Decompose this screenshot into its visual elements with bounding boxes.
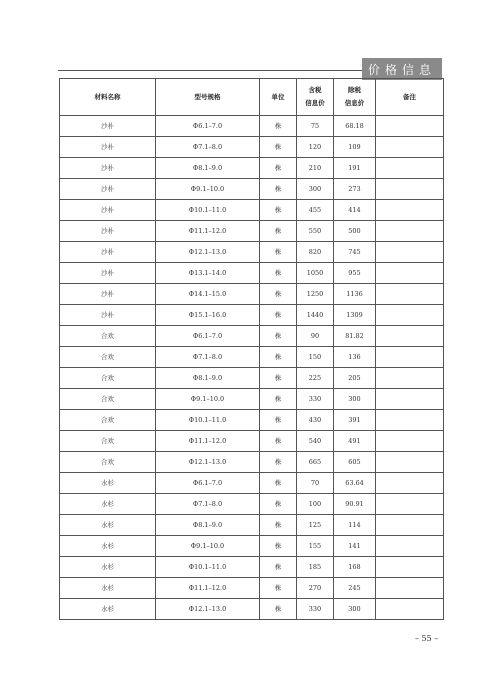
cell-price-incl-tax: 120 [297, 137, 334, 158]
cell-material: 沙朴 [60, 305, 156, 326]
cell-price-excl-tax: 414 [334, 200, 376, 221]
cell-material: 合欢 [60, 452, 156, 473]
cell-material: 水杉 [60, 536, 156, 557]
cell-spec: Φ9.1–10.0 [156, 179, 260, 200]
cell-note [376, 494, 444, 515]
cell-note [376, 452, 444, 473]
cell-price-incl-tax: 1250 [297, 284, 334, 305]
cell-price-excl-tax: 745 [334, 242, 376, 263]
table-row [60, 158, 444, 179]
cell-material: 合欢 [60, 410, 156, 431]
table-row [60, 137, 444, 158]
cell-note [376, 389, 444, 410]
cell-price-incl-tax: 550 [297, 221, 334, 242]
cell-material: 合欢 [60, 368, 156, 389]
cell-price-incl-tax: 150 [297, 347, 334, 368]
cell-price-excl-tax: 109 [334, 137, 376, 158]
cell-spec: Φ12.1–13.0 [156, 242, 260, 263]
cell-unit: 株 [260, 536, 297, 557]
cell-material: 沙朴 [60, 116, 156, 137]
table-row [60, 284, 444, 305]
cell-price-incl-tax: 210 [297, 158, 334, 179]
cell-price-incl-tax: 100 [297, 494, 334, 515]
cell-price-excl-tax: 391 [334, 410, 376, 431]
section-title: 价格信息 [362, 58, 442, 80]
cell-price-incl-tax: 665 [297, 452, 334, 473]
header-spec: 型号规格 [156, 79, 260, 116]
table-row [60, 515, 444, 536]
table-row [60, 578, 444, 599]
cell-material: 沙朴 [60, 284, 156, 305]
cell-price-incl-tax: 155 [297, 536, 334, 557]
cell-unit: 株 [260, 347, 297, 368]
cell-material: 沙朴 [60, 200, 156, 221]
cell-note [376, 368, 444, 389]
cell-unit: 株 [260, 389, 297, 410]
cell-price-incl-tax: 1440 [297, 305, 334, 326]
cell-price-incl-tax: 300 [297, 179, 334, 200]
cell-unit: 株 [260, 137, 297, 158]
cell-price-incl-tax: 225 [297, 368, 334, 389]
cell-spec: Φ8.1–9.0 [156, 515, 260, 536]
cell-note [376, 599, 444, 620]
cell-note [376, 515, 444, 536]
cell-price-incl-tax: 75 [297, 116, 334, 137]
table-row [60, 452, 444, 473]
cell-price-excl-tax: 1136 [334, 284, 376, 305]
header-rule [58, 70, 362, 71]
cell-note [376, 347, 444, 368]
cell-unit: 株 [260, 473, 297, 494]
cell-material: 沙朴 [60, 242, 156, 263]
cell-note [376, 200, 444, 221]
cell-spec: Φ13.1–14.0 [156, 263, 260, 284]
cell-price-incl-tax: 540 [297, 431, 334, 452]
cell-price-incl-tax: 430 [297, 410, 334, 431]
cell-note [376, 578, 444, 599]
cell-unit: 株 [260, 116, 297, 137]
price-table [59, 78, 444, 620]
table-row [60, 263, 444, 284]
cell-price-incl-tax: 330 [297, 389, 334, 410]
cell-spec: Φ6.1–7.0 [156, 116, 260, 137]
cell-note [376, 263, 444, 284]
cell-unit: 株 [260, 557, 297, 578]
table-row [60, 368, 444, 389]
cell-unit: 株 [260, 263, 297, 284]
cell-material: 合欢 [60, 431, 156, 452]
cell-unit: 株 [260, 284, 297, 305]
cell-unit: 株 [260, 242, 297, 263]
cell-unit: 株 [260, 494, 297, 515]
table-row [60, 242, 444, 263]
cell-unit: 株 [260, 305, 297, 326]
cell-price-incl-tax: 90 [297, 326, 334, 347]
cell-unit: 株 [260, 431, 297, 452]
cell-material: 合欢 [60, 326, 156, 347]
cell-price-incl-tax: 455 [297, 200, 334, 221]
cell-price-excl-tax: 300 [334, 599, 376, 620]
cell-spec: Φ10.1–11.0 [156, 410, 260, 431]
cell-unit: 株 [260, 200, 297, 221]
cell-note [376, 221, 444, 242]
header-price-incl-tax: 含税 信息价 [297, 79, 334, 116]
table-row [60, 221, 444, 242]
cell-price-excl-tax: 300 [334, 389, 376, 410]
cell-spec: Φ10.1–11.0 [156, 557, 260, 578]
cell-spec: Φ8.1–9.0 [156, 368, 260, 389]
cell-price-excl-tax: 90.91 [334, 494, 376, 515]
cell-note [376, 536, 444, 557]
cell-price-excl-tax: 168 [334, 557, 376, 578]
table-row [60, 326, 444, 347]
cell-note [376, 137, 444, 158]
cell-spec: Φ12.1–13.0 [156, 599, 260, 620]
cell-spec: Φ8.1–9.0 [156, 158, 260, 179]
cell-price-incl-tax: 185 [297, 557, 334, 578]
cell-note [376, 410, 444, 431]
cell-price-excl-tax: 205 [334, 368, 376, 389]
cell-price-excl-tax: 141 [334, 536, 376, 557]
cell-spec: Φ15.1–16.0 [156, 305, 260, 326]
cell-note [376, 557, 444, 578]
cell-note [376, 473, 444, 494]
header-note: 备注 [376, 79, 444, 116]
table-row [60, 599, 444, 620]
header-price-excl-tax: 除税 信息价 [334, 79, 376, 116]
cell-price-excl-tax: 500 [334, 221, 376, 242]
cell-price-excl-tax: 191 [334, 158, 376, 179]
cell-spec: Φ7.1–8.0 [156, 347, 260, 368]
table-row [60, 116, 444, 137]
cell-unit: 株 [260, 515, 297, 536]
cell-spec: Φ9.1–10.0 [156, 389, 260, 410]
cell-price-excl-tax: 491 [334, 431, 376, 452]
cell-price-incl-tax: 820 [297, 242, 334, 263]
cell-price-incl-tax: 70 [297, 473, 334, 494]
cell-spec: Φ7.1–8.0 [156, 494, 260, 515]
page-number: – 55 – [415, 634, 439, 643]
cell-price-excl-tax: 81.82 [334, 326, 376, 347]
cell-spec: Φ10.1–11.0 [156, 200, 260, 221]
cell-price-excl-tax: 605 [334, 452, 376, 473]
table-row [60, 473, 444, 494]
cell-price-incl-tax: 270 [297, 578, 334, 599]
cell-price-excl-tax: 245 [334, 578, 376, 599]
cell-material: 沙朴 [60, 179, 156, 200]
cell-note [376, 179, 444, 200]
cell-price-excl-tax: 114 [334, 515, 376, 536]
cell-material: 沙朴 [60, 221, 156, 242]
cell-unit: 株 [260, 368, 297, 389]
table-row [60, 389, 444, 410]
cell-unit: 株 [260, 410, 297, 431]
table-row [60, 179, 444, 200]
cell-spec: Φ7.1–8.0 [156, 137, 260, 158]
cell-unit: 株 [260, 599, 297, 620]
cell-material: 水杉 [60, 515, 156, 536]
table-row [60, 410, 444, 431]
cell-material: 沙朴 [60, 158, 156, 179]
cell-note [376, 116, 444, 137]
cell-material: 水杉 [60, 494, 156, 515]
cell-spec: Φ11.1–12.0 [156, 221, 260, 242]
table-row [60, 200, 444, 221]
cell-material: 水杉 [60, 599, 156, 620]
cell-material: 沙朴 [60, 137, 156, 158]
cell-material: 水杉 [60, 557, 156, 578]
table-row [60, 557, 444, 578]
table-row [60, 494, 444, 515]
cell-spec: Φ9.1–10.0 [156, 536, 260, 557]
cell-price-excl-tax: 136 [334, 347, 376, 368]
cell-note [376, 305, 444, 326]
cell-note [376, 284, 444, 305]
cell-price-incl-tax: 330 [297, 599, 334, 620]
table-body [60, 116, 444, 620]
cell-unit: 株 [260, 179, 297, 200]
cell-price-incl-tax: 125 [297, 515, 334, 536]
cell-spec: Φ6.1–7.0 [156, 326, 260, 347]
cell-price-excl-tax: 68.18 [334, 116, 376, 137]
cell-note [376, 242, 444, 263]
cell-spec: Φ12.1–13.0 [156, 452, 260, 473]
cell-note [376, 326, 444, 347]
cell-material: 合欢 [60, 347, 156, 368]
cell-unit: 株 [260, 158, 297, 179]
header-unit: 单位 [260, 79, 297, 116]
cell-spec: Φ14.1–15.0 [156, 284, 260, 305]
cell-price-excl-tax: 955 [334, 263, 376, 284]
cell-unit: 株 [260, 452, 297, 473]
cell-spec: Φ11.1–12.0 [156, 578, 260, 599]
header-material: 材料名称 [60, 79, 156, 116]
cell-price-excl-tax: 1309 [334, 305, 376, 326]
cell-spec: Φ6.1–7.0 [156, 473, 260, 494]
cell-price-excl-tax: 273 [334, 179, 376, 200]
cell-unit: 株 [260, 578, 297, 599]
table-header-row [60, 79, 444, 116]
cell-price-excl-tax: 63.64 [334, 473, 376, 494]
cell-material: 水杉 [60, 578, 156, 599]
cell-spec: Φ11.1–12.0 [156, 431, 260, 452]
table-row [60, 347, 444, 368]
cell-material: 沙朴 [60, 263, 156, 284]
cell-unit: 株 [260, 326, 297, 347]
cell-note [376, 158, 444, 179]
cell-material: 水杉 [60, 473, 156, 494]
cell-note [376, 431, 444, 452]
table-row [60, 431, 444, 452]
cell-unit: 株 [260, 221, 297, 242]
cell-price-incl-tax: 1050 [297, 263, 334, 284]
table-row [60, 305, 444, 326]
cell-material: 合欢 [60, 389, 156, 410]
table-row [60, 536, 444, 557]
